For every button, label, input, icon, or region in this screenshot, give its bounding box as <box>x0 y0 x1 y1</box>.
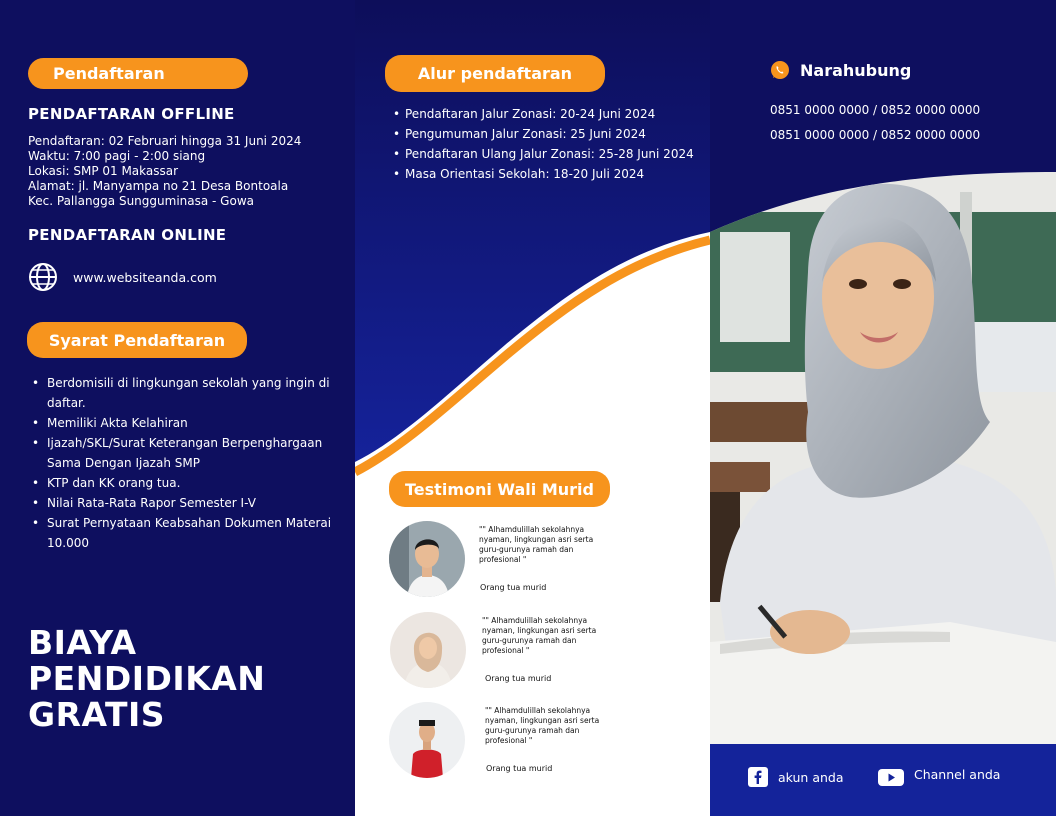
free-tuition-line: GRATIS <box>28 695 166 734</box>
process-item: • Pendaftaran Ulang Jalur Zonasi: 25-28 Juni 2024 <box>393 144 694 164</box>
youtube-icon <box>878 767 904 787</box>
requirements-pill: Syarat Pendaftaran <box>27 322 247 358</box>
process-list <box>393 104 694 184</box>
process-pill: Alur pendaftaran <box>385 55 605 92</box>
process-item: • Masa Orientasi Sekolah: 18-20 Juli 2024 <box>393 164 694 184</box>
requirement-item: • KTP dan KK orang tua. <box>32 473 332 493</box>
phone-line[interactable]: 0851 0000 0000 / 0852 0000 0000 <box>770 128 981 142</box>
whatsapp-icon <box>770 60 790 80</box>
facebook-label[interactable]: akun anda <box>778 769 844 785</box>
requirement-item: • Nilai Rata-Rata Rapor Semester I-V <box>32 493 332 513</box>
offline-info-line: Lokasi: SMP 01 Makassar <box>28 164 179 178</box>
free-tuition-title <box>28 625 265 733</box>
website-link[interactable]: www.websiteanda.com <box>73 269 217 285</box>
testimonial-quote: "" Alhamdulillah sekolahnya nyaman, lingkungan asri serta guru-gurunya ramah dan profesional " <box>482 616 597 655</box>
youtube-link[interactable] <box>878 767 1000 787</box>
process-item: • Pendaftaran Jalur Zonasi: 20-24 Juni 2024 <box>393 104 694 124</box>
testimonial-author: Orang tua murid <box>480 583 547 592</box>
facebook-icon <box>748 767 768 787</box>
testimonial-quote: "" Alhamdulillah sekolahnya nyaman, lingkungan asri serta guru-gurunya ramah dan profesional " <box>485 706 600 745</box>
requirements-list <box>32 373 332 553</box>
testimonial-quote: "" Alhamdulillah sekolahnya nyaman, lingkungan asri serta guru-gurunya ramah dan profesional " <box>479 525 594 564</box>
testimonial-card <box>390 612 690 692</box>
middle-panel <box>355 0 710 816</box>
online-heading: PENDAFTARAN ONLINE <box>28 226 227 244</box>
testimonial-card <box>389 702 689 782</box>
contact-heading-row <box>770 60 911 80</box>
testimonial-author: Orang tua murid <box>485 674 552 683</box>
offline-info-line: Kec. Pallangga Sungguminasa - Gowa <box>28 194 254 208</box>
right-panel <box>710 0 1056 816</box>
testimonial-card <box>389 521 689 601</box>
requirement-item: • Berdomisili di lingkungan sekolah yang ingin di daftar. <box>32 373 332 413</box>
requirement-item: • Surat Pernyataan Keabsahan Dokumen Materai 10.000 <box>32 513 332 553</box>
process-item: • Pengumuman Jalur Zonasi: 25 Juni 2024 <box>393 124 694 144</box>
left-panel <box>0 0 355 816</box>
testimonial-pill: Testimoni Wali Murid <box>389 471 610 507</box>
requirement-item: • Memiliki Akta Kelahiran <box>32 413 332 433</box>
website-row[interactable] <box>28 262 217 292</box>
requirement-item: • Ijazah/SKL/Surat Keterangan Berpenghargaan Sama Dengan Ijazah SMP <box>32 433 332 473</box>
offline-heading: PENDAFTARAN OFFLINE <box>28 105 235 123</box>
phone-line[interactable]: 0851 0000 0000 / 0852 0000 0000 <box>770 103 981 117</box>
globe-icon <box>28 262 58 292</box>
offline-info-line: Waktu: 7:00 pagi - 2:00 siang <box>28 149 206 163</box>
offline-info-line: Pendaftaran: 02 Februari hingga 31 Juni 2024 <box>28 134 302 148</box>
free-tuition-line: PENDIDIKAN <box>28 659 266 698</box>
free-tuition-line: BIAYA <box>28 623 137 662</box>
avatar <box>389 521 465 597</box>
avatar <box>390 612 466 688</box>
youtube-label[interactable]: Channel anda <box>914 766 1001 782</box>
testimonial-author: Orang tua murid <box>486 764 553 773</box>
facebook-link[interactable] <box>748 767 844 787</box>
offline-info-line: Alamat: jl. Manyampa no 21 Desa Bontoala <box>28 179 289 193</box>
student-photo <box>710 172 1056 744</box>
offline-info <box>28 134 301 209</box>
registration-pill: Pendaftaran <box>28 58 248 89</box>
contact-heading: Narahubung <box>800 60 912 80</box>
avatar <box>389 702 465 778</box>
